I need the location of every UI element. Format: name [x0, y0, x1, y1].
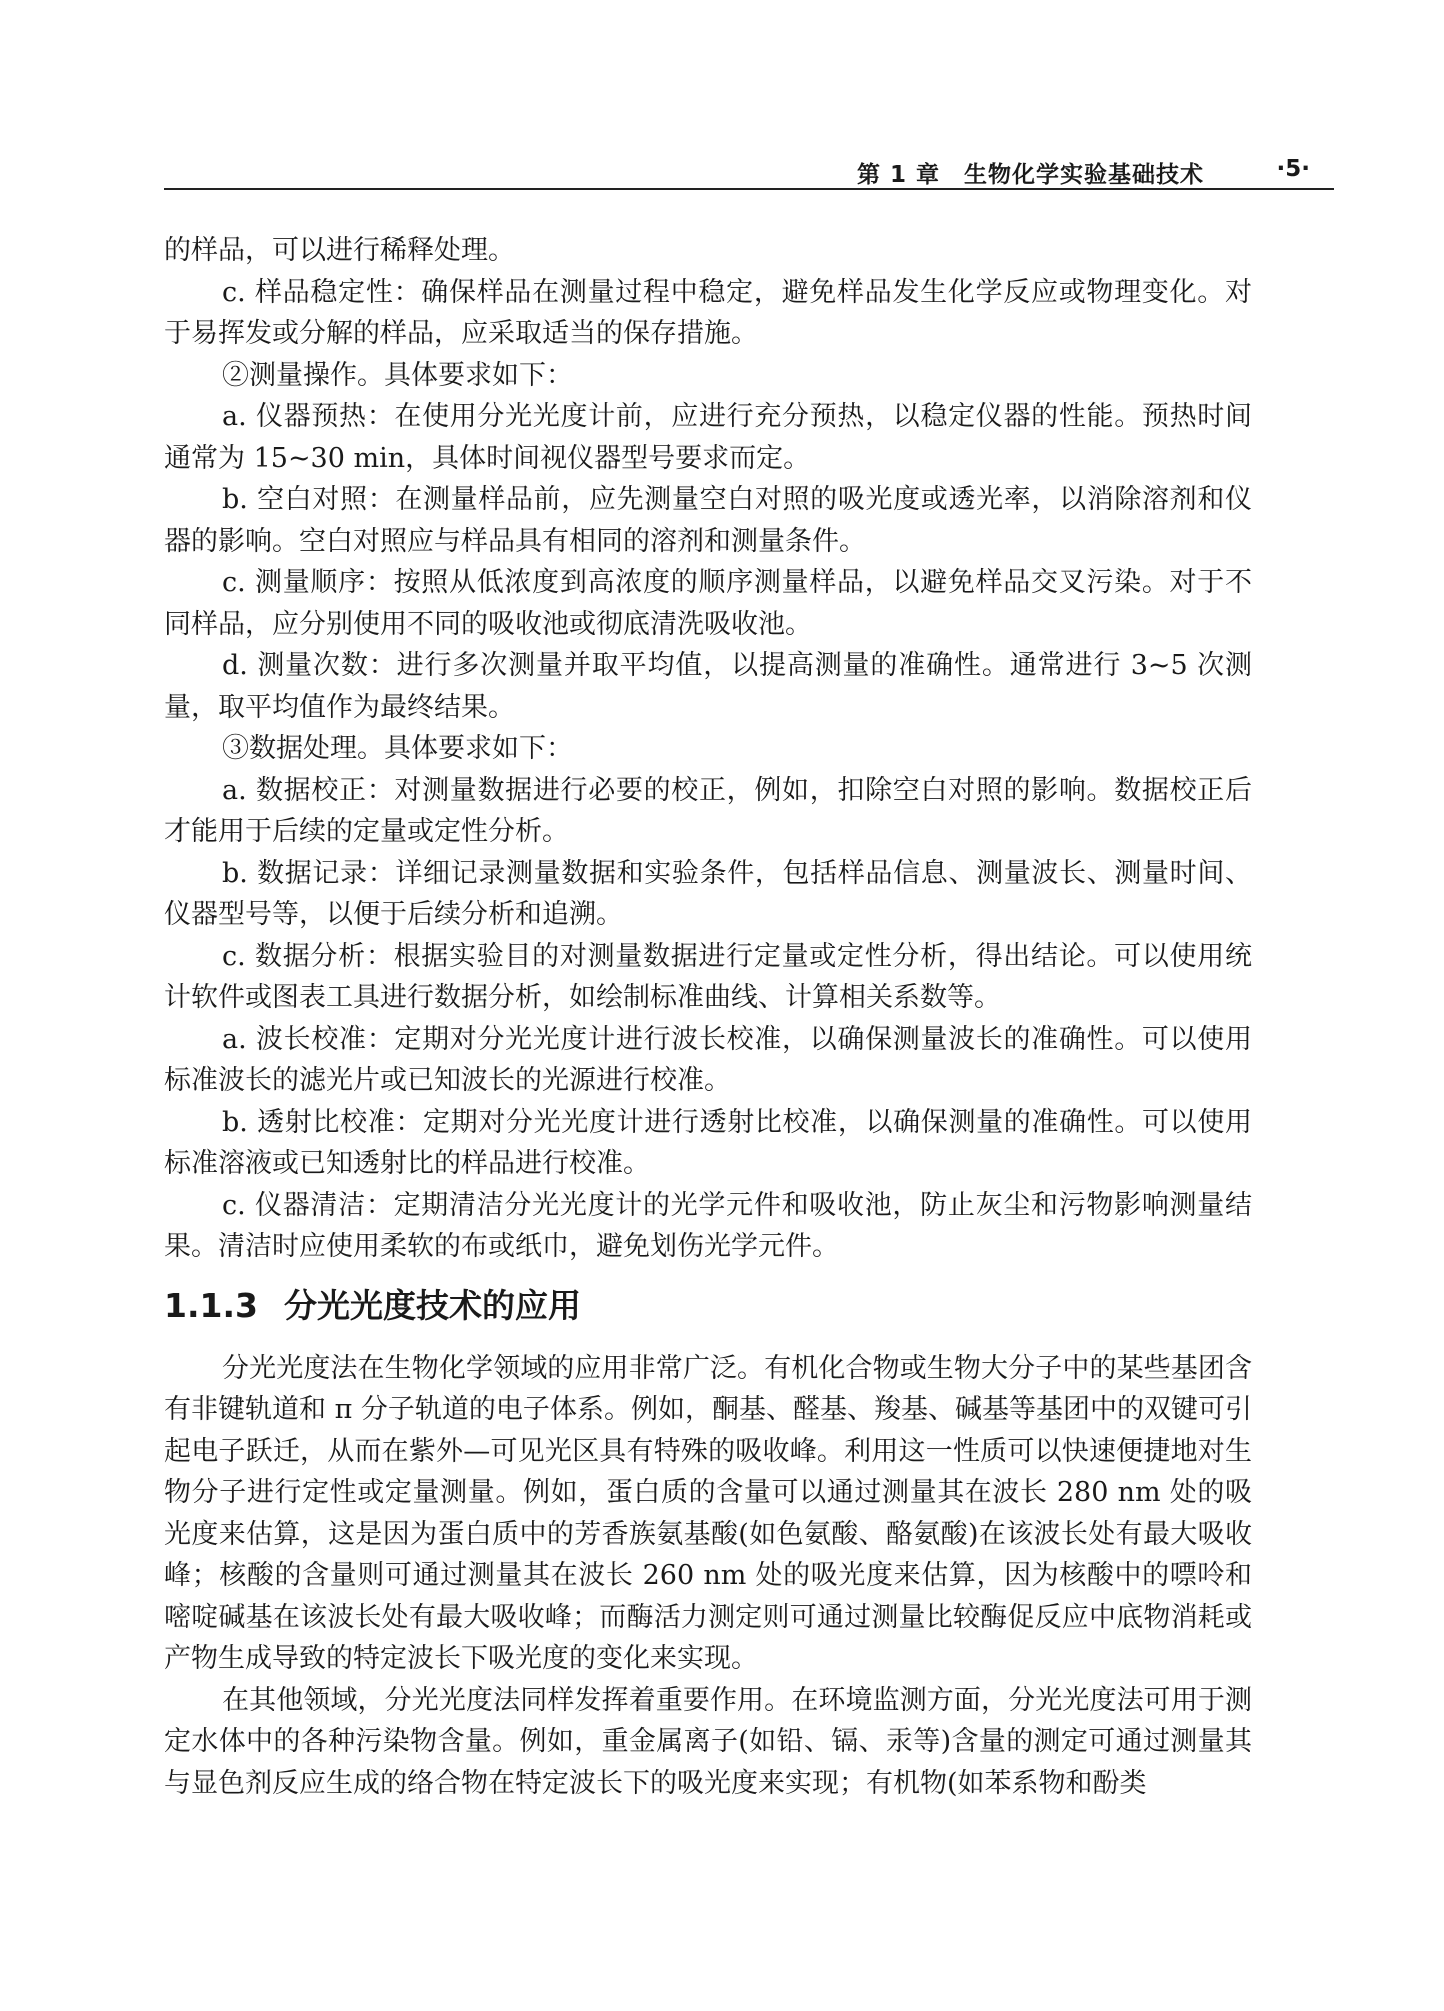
body-text [164, 230, 1252, 1804]
running-header [164, 150, 1334, 190]
chapter-title: 第 1 章 生物化学实验基础技术 [856, 162, 1204, 188]
paragraph: a. 波长校准：定期对分光光度计进行波长校准，以确保测量波长的准确性。可以使用标准波长的滤光片或已知波长的光源进行校准。 [164, 1023, 1252, 1096]
paragraph: b. 数据记录：详细记录测量数据和实验条件，包括样品信息、测量波长、测量时间、仪器型号等，以便于后续分析和追溯。 [164, 857, 1252, 930]
paragraph: 分光光度法在生物化学领域的应用非常广泛。有机化合物或生物大分子中的某些基团含有非键轨道和 π 分子轨道的电子体系。例如，酮基、醛基、羧基、碱基等基团中的双键可引起电子跃迁，从而在紫外—可见光区具有特殊的吸收峰。利用这一性质可以快速便捷地对生物分子进行定性或定量测量。例如，蛋白质的含量可以通过测量其在波长 280 nm 处的吸光度来估算，这是因为蛋白质中的芳香族氨基酸(如色氨酸、酪氨酸)在该波长处有最大吸收峰；核酸的含量则可通过测量其在波长 260 nm 处的吸光度来估算，因为核酸中的嘌呤和嘧啶碱基在该波长处有最大吸收峰；而酶活力测定则可通过测量比较酶促反应中底物消耗或产物生成导致的特定波长下吸光度的变化来实现。 [164, 1352, 1252, 1674]
section-number: 1.1.3 [164, 1285, 258, 1325]
section-title: 分光光度技术的应用 [284, 1285, 581, 1325]
paragraph: c. 样品稳定性：确保样品在测量过程中稳定，避免样品发生化学反应或物理变化。对于易挥发或分解的样品，应采取适当的保存措施。 [164, 276, 1252, 349]
paragraph: a. 仪器预热：在使用分光光度计前，应进行充分预热，以稳定仪器的性能。预热时间通常为 15~30 min，具体时间视仪器型号要求而定。 [164, 401, 1252, 474]
paragraph: 在其他领域，分光光度法同样发挥着重要作用。在环境监测方面，分光光度法可用于测定水体中的各种污染物含量。例如，重金属离子(如铅、镉、汞等)含量的测定可通过测量其与显色剂反应生成的络合物在特定波长下的吸光度来实现；有机物(如苯系物和酚类 [164, 1684, 1252, 1799]
paragraph: b. 空白对照：在测量样品前，应先测量空白对照的吸光度或透光率，以消除溶剂和仪器的影响。空白对照应与样品具有相同的溶剂和测量条件。 [164, 484, 1252, 557]
page-number: ·5· [1276, 156, 1310, 182]
paragraph: b. 透射比校准：定期对分光光度计进行透射比校准，以确保测量的准确性。可以使用标准溶液或已知透射比的样品进行校准。 [164, 1106, 1252, 1179]
paragraph: c. 仪器清洁：定期清洁分光光度计的光学元件和吸收池，防止灰尘和污物影响测量结果。清洁时应使用柔软的布或纸巾，避免划伤光学元件。 [164, 1189, 1252, 1262]
paragraph: ②测量操作。具体要求如下： [222, 359, 573, 391]
paragraph: ③数据处理。具体要求如下： [222, 733, 573, 764]
paragraph: c. 测量顺序：按照从低浓度到高浓度的顺序测量样品，以避免样品交叉污染。对于不同样品，应分别使用不同的吸收池或彻底清洗吸收池。 [164, 567, 1252, 640]
paragraph: d. 测量次数：进行多次测量并取平均值，以提高测量的准确性。通常进行 3~5 次测量，取平均值作为最终结果。 [164, 650, 1252, 723]
paragraph: 的样品，可以进行稀释处理。 [164, 235, 515, 266]
section-heading [164, 1282, 1252, 1330]
paragraph: a. 数据校正：对测量数据进行必要的校正，例如，扣除空白对照的影响。数据校正后才能用于后续的定量或定性分析。 [164, 774, 1252, 847]
paragraph: c. 数据分析：根据实验目的对测量数据进行定量或定性分析，得出结论。可以使用统计软件或图表工具进行数据分析，如绘制标准曲线、计算相关系数等。 [164, 940, 1252, 1013]
